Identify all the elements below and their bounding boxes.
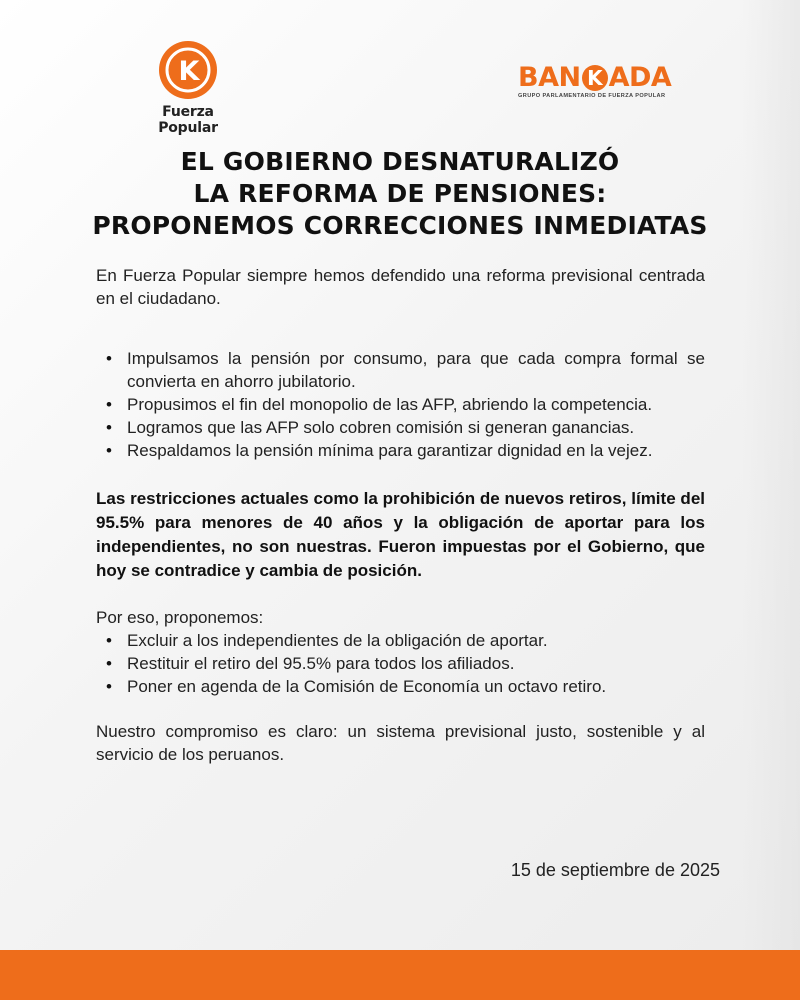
right-shade <box>742 0 800 950</box>
proposals-intro: Por eso, proponemos: <box>96 608 264 627</box>
title-line: PROPONEMOS CORRECCIONES INMEDIATAS <box>92 211 708 240</box>
achievements-list <box>96 347 705 462</box>
fuerza-popular-logo <box>138 40 238 136</box>
title-line: EL GOBIERNO DESNATURALIZÓ <box>180 147 620 176</box>
intro-paragraph: En Fuerza Popular siempre hemos defendido una reforma previsional centrada en el ciudadano. <box>96 266 705 308</box>
list-item: • Restituir el retiro del 95.5% para todos los afiliados. <box>96 652 705 675</box>
party-name: Fuerza Popular <box>158 104 218 136</box>
bancada-word-start: BAN <box>518 62 581 93</box>
list-item: • Respaldamos la pensión mínima para garantizar dignidad en la vejez. <box>96 439 705 462</box>
list-item: • Impulsamos la pensión por consumo, para que cada compra formal se convierta en ahorro jubilatorio. <box>96 347 705 393</box>
list-item: • Poner en agenda de la Comisión de Economía un octavo retiro. <box>96 675 705 698</box>
k-letter: K <box>178 56 200 87</box>
list-item: • Logramos que las AFP solo cobren comisión si generan ganancias. <box>96 416 705 439</box>
bancada-logo <box>518 64 684 99</box>
statement-body <box>96 264 705 766</box>
bancada-wordmark <box>518 64 684 92</box>
list-item: • Propusimos el fin del monopolio de las AFP, abriendo la competencia. <box>96 393 705 416</box>
closing-paragraph: Nuestro compromiso es claro: un sistema previsional justo, sostenible y al servicio de los peruanos. <box>96 722 705 764</box>
statement-date: 15 de septiembre de 2025 <box>510 860 720 880</box>
page-title <box>40 146 760 242</box>
bancada-k-icon: K <box>582 65 608 91</box>
k-circle-icon <box>158 40 218 100</box>
title-line: LA REFORMA DE PENSIONES: <box>193 179 607 208</box>
list-item: • Excluir a los independientes de la obligación de aportar. <box>96 629 705 652</box>
bancada-word-end: ADA <box>608 62 672 93</box>
footer-accent-bar <box>0 950 800 1000</box>
proposals-list <box>96 629 705 698</box>
restrictions-paragraph: Las restricciones actuales como la prohibición de nuevos retiros, límite del 95.5% para menores de 40 años y la obligación de aportar para los independientes, no son nuestras. Fueron impuestas por el Gobierno, que hoy se contradice y cambia de posición. <box>96 489 705 580</box>
bancada-subtitle: GRUPO PARLAMENTARIO DE FUERZA POPULAR <box>518 93 666 99</box>
